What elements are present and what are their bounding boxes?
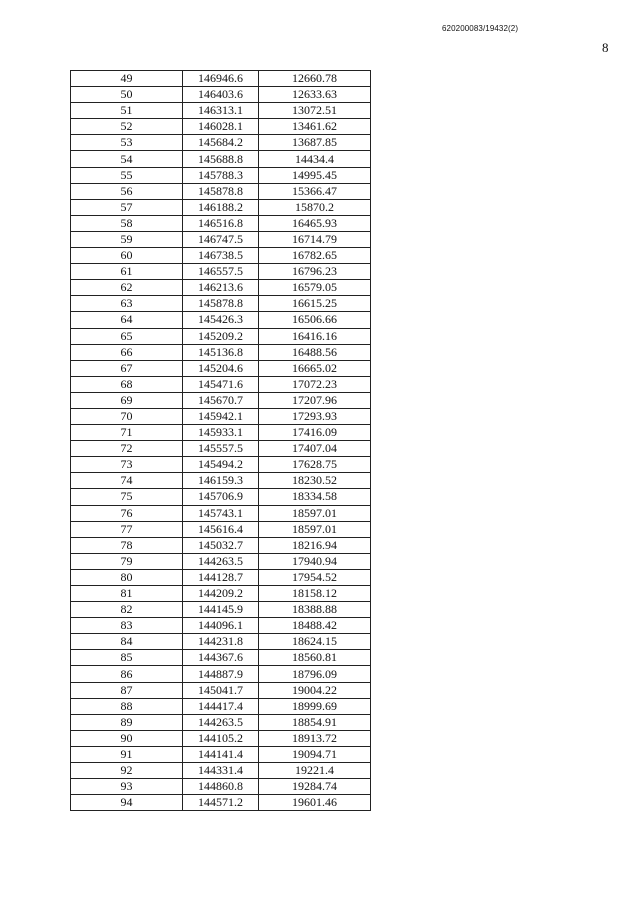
x-coordinate-cell: 146557.5 xyxy=(183,264,259,280)
table-row xyxy=(71,763,371,779)
x-coordinate-cell: 145041.7 xyxy=(183,682,259,698)
y-coordinate-cell: 18597.01 xyxy=(259,521,371,537)
y-coordinate-cell: 16665.02 xyxy=(259,360,371,376)
x-coordinate-cell: 146213.6 xyxy=(183,280,259,296)
x-coordinate-cell: 146747.5 xyxy=(183,231,259,247)
table-row xyxy=(71,344,371,360)
point-number-cell: 51 xyxy=(71,103,183,119)
y-coordinate-cell: 19094.71 xyxy=(259,746,371,762)
x-coordinate-cell: 145471.6 xyxy=(183,376,259,392)
point-number-cell: 49 xyxy=(71,71,183,87)
point-number-cell: 57 xyxy=(71,199,183,215)
table-row xyxy=(71,215,371,231)
table-row xyxy=(71,569,371,585)
table-row xyxy=(71,698,371,714)
table-row xyxy=(71,505,371,521)
table-row xyxy=(71,360,371,376)
y-coordinate-cell: 17416.09 xyxy=(259,425,371,441)
y-coordinate-cell: 16782.65 xyxy=(259,248,371,264)
point-number-cell: 59 xyxy=(71,231,183,247)
point-number-cell: 62 xyxy=(71,280,183,296)
y-coordinate-cell: 16506.66 xyxy=(259,312,371,328)
y-coordinate-cell: 14995.45 xyxy=(259,167,371,183)
y-coordinate-cell: 14434.4 xyxy=(259,151,371,167)
point-number-cell: 54 xyxy=(71,151,183,167)
point-number-cell: 65 xyxy=(71,328,183,344)
x-coordinate-cell: 144141.4 xyxy=(183,746,259,762)
table-row xyxy=(71,634,371,650)
point-number-cell: 55 xyxy=(71,167,183,183)
point-number-cell: 84 xyxy=(71,634,183,650)
point-number-cell: 74 xyxy=(71,473,183,489)
point-number-cell: 81 xyxy=(71,586,183,602)
point-number-cell: 63 xyxy=(71,296,183,312)
table-row xyxy=(71,103,371,119)
table-row xyxy=(71,489,371,505)
y-coordinate-cell: 18216.94 xyxy=(259,537,371,553)
table-row xyxy=(71,457,371,473)
table-row xyxy=(71,537,371,553)
y-coordinate-cell: 17072.23 xyxy=(259,376,371,392)
x-coordinate-cell: 144145.9 xyxy=(183,602,259,618)
point-number-cell: 68 xyxy=(71,376,183,392)
table-row xyxy=(71,521,371,537)
y-coordinate-cell: 17628.75 xyxy=(259,457,371,473)
x-coordinate-cell: 146403.6 xyxy=(183,87,259,103)
y-coordinate-cell: 19284.74 xyxy=(259,779,371,795)
point-number-cell: 86 xyxy=(71,666,183,682)
y-coordinate-cell: 17954.52 xyxy=(259,569,371,585)
point-number-cell: 75 xyxy=(71,489,183,505)
document-id: 620200083/19432(2) xyxy=(442,24,519,33)
point-number-cell: 83 xyxy=(71,618,183,634)
x-coordinate-cell: 145204.6 xyxy=(183,360,259,376)
x-coordinate-cell: 145743.1 xyxy=(183,505,259,521)
y-coordinate-cell: 18796.09 xyxy=(259,666,371,682)
point-number-cell: 80 xyxy=(71,569,183,585)
x-coordinate-cell: 146313.1 xyxy=(183,103,259,119)
x-coordinate-cell: 144209.2 xyxy=(183,586,259,602)
x-coordinate-cell: 145788.3 xyxy=(183,167,259,183)
x-coordinate-cell: 145878.8 xyxy=(183,296,259,312)
point-number-cell: 50 xyxy=(71,87,183,103)
x-coordinate-cell: 145670.7 xyxy=(183,392,259,408)
table-row xyxy=(71,376,371,392)
table-row xyxy=(71,586,371,602)
point-number-cell: 58 xyxy=(71,215,183,231)
table-row xyxy=(71,231,371,247)
table-row xyxy=(71,264,371,280)
x-coordinate-cell: 146946.6 xyxy=(183,71,259,87)
x-coordinate-cell: 145032.7 xyxy=(183,537,259,553)
y-coordinate-cell: 17207.96 xyxy=(259,392,371,408)
x-coordinate-cell: 145136.8 xyxy=(183,344,259,360)
table-row xyxy=(71,714,371,730)
y-coordinate-cell: 19004.22 xyxy=(259,682,371,698)
point-number-cell: 73 xyxy=(71,457,183,473)
x-coordinate-cell: 144096.1 xyxy=(183,618,259,634)
y-coordinate-cell: 16465.93 xyxy=(259,215,371,231)
y-coordinate-cell: 18158.12 xyxy=(259,586,371,602)
y-coordinate-cell: 17293.93 xyxy=(259,408,371,424)
table-row xyxy=(71,795,371,811)
x-coordinate-cell: 145557.5 xyxy=(183,441,259,457)
table-row xyxy=(71,87,371,103)
x-coordinate-cell: 144105.2 xyxy=(183,730,259,746)
x-coordinate-cell: 146159.3 xyxy=(183,473,259,489)
point-number-cell: 92 xyxy=(71,763,183,779)
coordinates-table xyxy=(70,70,371,811)
table-row xyxy=(71,312,371,328)
y-coordinate-cell: 17940.94 xyxy=(259,553,371,569)
y-coordinate-cell: 13072.51 xyxy=(259,103,371,119)
y-coordinate-cell: 17407.04 xyxy=(259,441,371,457)
y-coordinate-cell: 18624.15 xyxy=(259,634,371,650)
table-row xyxy=(71,280,371,296)
y-coordinate-cell: 16579.05 xyxy=(259,280,371,296)
y-coordinate-cell: 16714.79 xyxy=(259,231,371,247)
y-coordinate-cell: 18334.58 xyxy=(259,489,371,505)
point-number-cell: 66 xyxy=(71,344,183,360)
table-row xyxy=(71,135,371,151)
x-coordinate-cell: 145706.9 xyxy=(183,489,259,505)
point-number-cell: 60 xyxy=(71,248,183,264)
y-coordinate-cell: 15870.2 xyxy=(259,199,371,215)
point-number-cell: 76 xyxy=(71,505,183,521)
point-number-cell: 61 xyxy=(71,264,183,280)
coordinates-table-body xyxy=(71,71,371,811)
table-row xyxy=(71,746,371,762)
y-coordinate-cell: 18854.91 xyxy=(259,714,371,730)
x-coordinate-cell: 145942.1 xyxy=(183,408,259,424)
x-coordinate-cell: 144367.6 xyxy=(183,650,259,666)
table-row xyxy=(71,666,371,682)
table-row xyxy=(71,473,371,489)
point-number-cell: 72 xyxy=(71,441,183,457)
point-number-cell: 87 xyxy=(71,682,183,698)
point-number-cell: 79 xyxy=(71,553,183,569)
y-coordinate-cell: 13687.85 xyxy=(259,135,371,151)
x-coordinate-cell: 146028.1 xyxy=(183,119,259,135)
table-row xyxy=(71,119,371,135)
x-coordinate-cell: 144263.5 xyxy=(183,553,259,569)
table-row xyxy=(71,328,371,344)
table-row xyxy=(71,199,371,215)
y-coordinate-cell: 18488.42 xyxy=(259,618,371,634)
point-number-cell: 71 xyxy=(71,425,183,441)
table-row xyxy=(71,408,371,424)
table-row xyxy=(71,425,371,441)
point-number-cell: 85 xyxy=(71,650,183,666)
x-coordinate-cell: 144417.4 xyxy=(183,698,259,714)
x-coordinate-cell: 145616.4 xyxy=(183,521,259,537)
table-row xyxy=(71,682,371,698)
x-coordinate-cell: 144571.2 xyxy=(183,795,259,811)
y-coordinate-cell: 18913.72 xyxy=(259,730,371,746)
table-row xyxy=(71,779,371,795)
point-number-cell: 56 xyxy=(71,183,183,199)
point-number-cell: 69 xyxy=(71,392,183,408)
table-row xyxy=(71,151,371,167)
x-coordinate-cell: 145209.2 xyxy=(183,328,259,344)
point-number-cell: 78 xyxy=(71,537,183,553)
table-row xyxy=(71,167,371,183)
x-coordinate-cell: 146738.5 xyxy=(183,248,259,264)
table-row xyxy=(71,618,371,634)
x-coordinate-cell: 145688.8 xyxy=(183,151,259,167)
x-coordinate-cell: 144128.7 xyxy=(183,569,259,585)
table-row xyxy=(71,71,371,87)
x-coordinate-cell: 146516.8 xyxy=(183,215,259,231)
point-number-cell: 91 xyxy=(71,746,183,762)
y-coordinate-cell: 18230.52 xyxy=(259,473,371,489)
point-number-cell: 89 xyxy=(71,714,183,730)
table-row xyxy=(71,441,371,457)
point-number-cell: 93 xyxy=(71,779,183,795)
point-number-cell: 67 xyxy=(71,360,183,376)
y-coordinate-cell: 19601.46 xyxy=(259,795,371,811)
table-row xyxy=(71,392,371,408)
point-number-cell: 70 xyxy=(71,408,183,424)
y-coordinate-cell: 18560.81 xyxy=(259,650,371,666)
y-coordinate-cell: 12633.63 xyxy=(259,87,371,103)
y-coordinate-cell: 16796.23 xyxy=(259,264,371,280)
y-coordinate-cell: 13461.62 xyxy=(259,119,371,135)
table-row xyxy=(71,248,371,264)
point-number-cell: 90 xyxy=(71,730,183,746)
y-coordinate-cell: 19221.4 xyxy=(259,763,371,779)
x-coordinate-cell: 145878.8 xyxy=(183,183,259,199)
table-row xyxy=(71,650,371,666)
y-coordinate-cell: 16416.16 xyxy=(259,328,371,344)
x-coordinate-cell: 145684.2 xyxy=(183,135,259,151)
point-number-cell: 77 xyxy=(71,521,183,537)
x-coordinate-cell: 146188.2 xyxy=(183,199,259,215)
table-row xyxy=(71,183,371,199)
x-coordinate-cell: 145933.1 xyxy=(183,425,259,441)
y-coordinate-cell: 12660.78 xyxy=(259,71,371,87)
x-coordinate-cell: 144263.5 xyxy=(183,714,259,730)
x-coordinate-cell: 144887.9 xyxy=(183,666,259,682)
y-coordinate-cell: 15366.47 xyxy=(259,183,371,199)
y-coordinate-cell: 18597.01 xyxy=(259,505,371,521)
point-number-cell: 82 xyxy=(71,602,183,618)
x-coordinate-cell: 145494.2 xyxy=(183,457,259,473)
table-row xyxy=(71,602,371,618)
point-number-cell: 94 xyxy=(71,795,183,811)
y-coordinate-cell: 18388.88 xyxy=(259,602,371,618)
table-row xyxy=(71,296,371,312)
page-number: 8 xyxy=(602,40,609,55)
y-coordinate-cell: 16488.56 xyxy=(259,344,371,360)
point-number-cell: 64 xyxy=(71,312,183,328)
point-number-cell: 88 xyxy=(71,698,183,714)
x-coordinate-cell: 144860.8 xyxy=(183,779,259,795)
x-coordinate-cell: 144231.8 xyxy=(183,634,259,650)
y-coordinate-cell: 18999.69 xyxy=(259,698,371,714)
x-coordinate-cell: 144331.4 xyxy=(183,763,259,779)
y-coordinate-cell: 16615.25 xyxy=(259,296,371,312)
table-row xyxy=(71,553,371,569)
point-number-cell: 52 xyxy=(71,119,183,135)
x-coordinate-cell: 145426.3 xyxy=(183,312,259,328)
table-row xyxy=(71,730,371,746)
point-number-cell: 53 xyxy=(71,135,183,151)
